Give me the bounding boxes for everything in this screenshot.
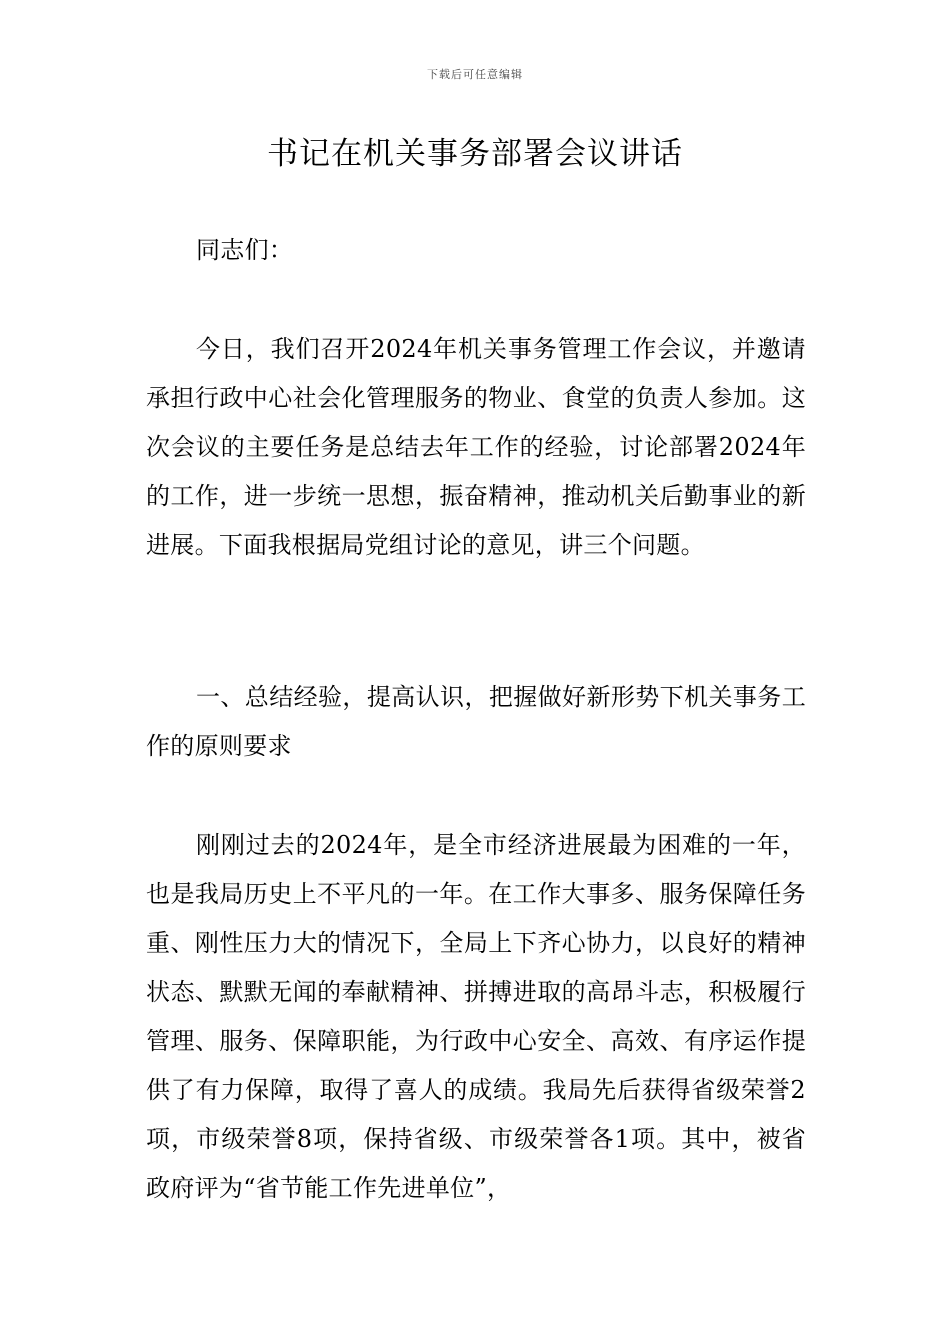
document-title: 书记在机关事务部署会议讲话 xyxy=(267,136,683,172)
header-note: 下载后可任意编辑 xyxy=(427,68,523,81)
paragraph-intro: 今日，我们召开2024年机关事务管理工作会议，并邀请承担行政中心社会化管理服务的物业、食堂的负责人参加。这次会议的主要任务是总结去年工作的经验，讨论部署2024年的工作，进一步统一思想，振奋精神，推动机关后勤事业的新进展。下面我根据局党组讨论的意见，讲三个问题。 xyxy=(146,335,806,559)
section-heading-1: 一、总结经验，提高认识，把握做好新形势下机关事务工作的原则要求 xyxy=(146,683,806,760)
paragraph-review: 刚刚过去的2024年，是全市经济进展最为困难的一年，也是我局历史上不平凡的一年。在工作大事多、服务保障任务重、刚性压力大的情况下，全局上下齐心协力，以良好的精神状态、默默无闻的奉献精神、拼搏进取的高昂斗志，积极履行管理、服务、保障职能，为行政中心安全、高效、有序运作提供了有力保障，取得了喜人的成绩。我局先后获得省级荣誉2项，市级荣誉8项，保持省级、市级荣誉各1项。其中，被省政府评为“省节能工作先进单位”， xyxy=(146,831,806,1202)
salutation: 同志们： xyxy=(196,236,294,264)
